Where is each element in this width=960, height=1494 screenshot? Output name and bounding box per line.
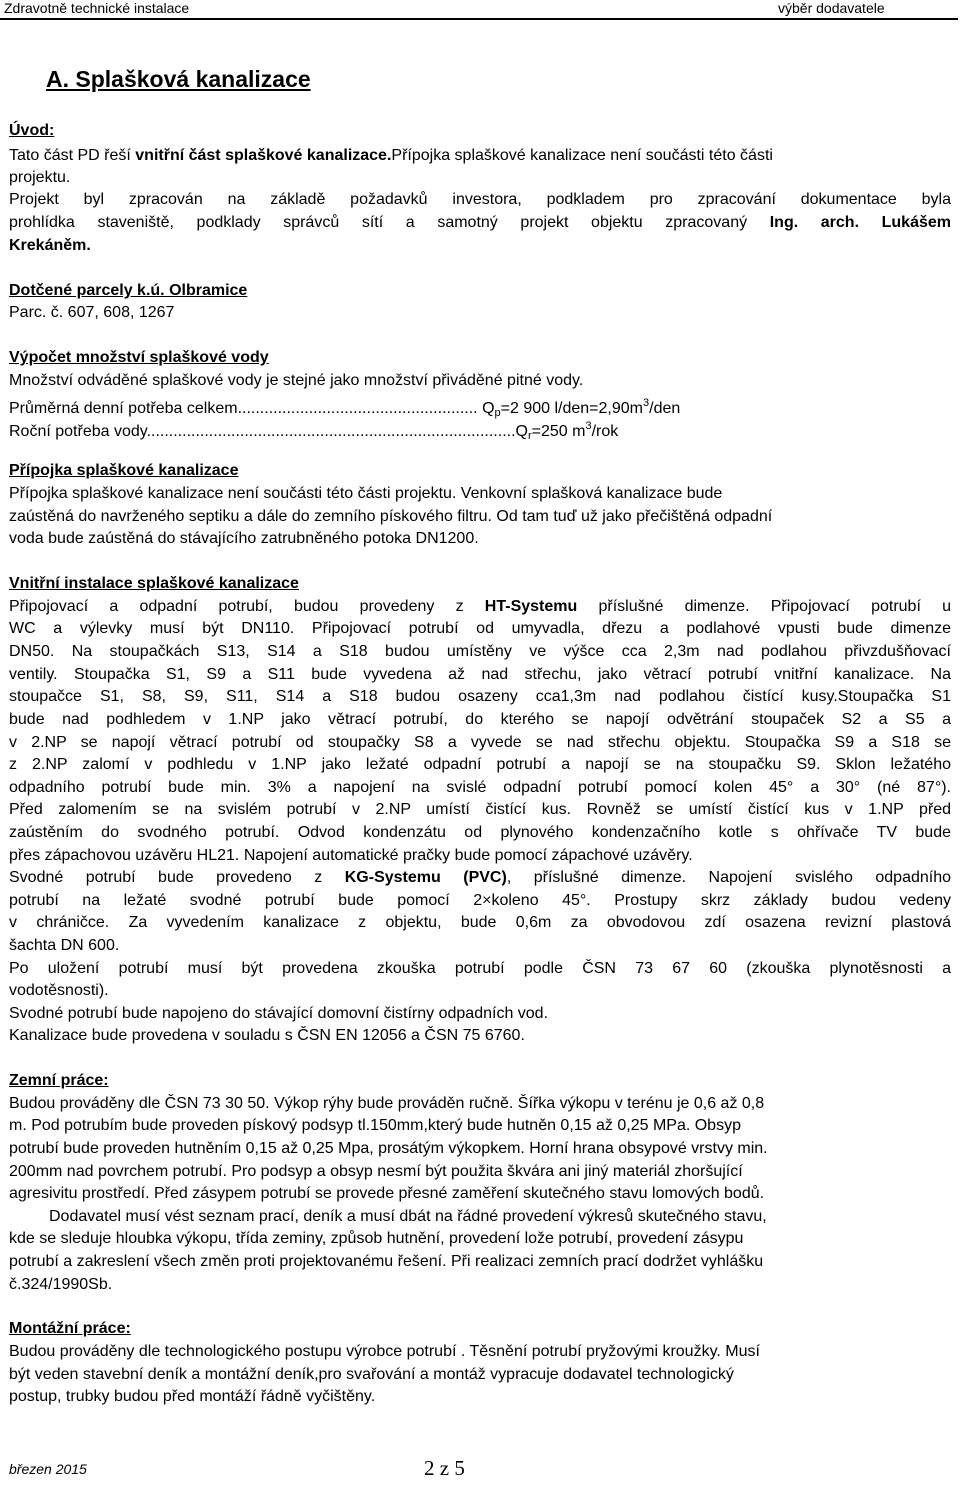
vnitrni-line-2: WC a výlevky musí být DN110. Připojovací potrubí od umyvadla, dřezu a podlahové vpusti bude dimenze (9, 620, 951, 637)
vnitrni-line-11: zaústěním do svodného potrubí. Odvod kondenzátu od plynového kondenzačního kotle s ohřívače TV bude (9, 824, 951, 841)
uvod-line-5: Krekáněm. (9, 237, 91, 254)
text-bold: KG-Systemu (PVC) (344, 869, 507, 886)
text: Svodné potrubí bude provedeno z (9, 869, 345, 886)
vnitrni-line-4: ventily. Stoupačka S1, S9 a S11 bude vyvedena až nad střechu, jako větrací potrubí vnitřní kanalizace. Na (9, 666, 951, 683)
montazni-line-1: Budou prováděny dle technologického postupu výrobce potrubí . Těsnění potrubí pryžovými kroužky. Musí (9, 1343, 760, 1360)
text: Průměrná denní potřeba celkem (9, 400, 238, 417)
vnitrni-line-18: vodotěsnosti). (9, 982, 109, 999)
vnitrni-line-10: Před zalomením se na svislém potrubí v 2.NP umístí čistící kus. Rovněž se umístí čistící kus v 1.NP před (9, 801, 951, 818)
pripojka-heading: Přípojka splaškové kanalizace (9, 462, 239, 479)
vnitrni-line-19: Svodné potrubí bude napojeno do stávající domovní čistírny odpadních vod. (9, 1005, 549, 1022)
vnitrni-heading: Vnitřní instalace splaškové kanalizace (9, 575, 299, 592)
subscript: r (527, 430, 532, 442)
vypocet-line-3 (9, 416, 618, 446)
text-bold: HT-Systemu (484, 598, 578, 615)
zemni-heading: Zemní práce: (9, 1072, 109, 1089)
footer-date: březen 2015 (9, 1461, 87, 1477)
header-right: výběr dodavatele (778, 0, 885, 16)
leader-dots: ................................................................................... (146, 423, 516, 440)
zemni-line-8: potrubí a zakreslení všech změn proti projektovanému řešení. Při realizaci zemních prací dodržet vyhlášku (9, 1253, 764, 1270)
superscript: 3 (585, 420, 592, 432)
pripojka-line-2: zaústěná do navrženého septiku a dále do zemního pískového filtru. Od tam tuď už jako přečištěná odpadní (9, 508, 773, 525)
text-bold: Ing. arch. Lukášem (769, 214, 952, 231)
uvod-line-2: projektu. (9, 169, 71, 186)
value: =250 m (531, 423, 586, 440)
zemni-line-7: kde se sleduje hloubka výkopu, třída zeminy, způsob hutnění, provedení lože potrubí, provedení zásypu (9, 1230, 744, 1247)
vnitrni-line-6: bude nad podhledem v 1.NP jako větrací potrubí, do kterého se napojí odvětrání stoupaček S2 a S5 a (9, 711, 951, 728)
zemni-line-3: potrubí bude proveden hutněním 0,15 až 0,25 Mpa, prosátým výkopkem. Horní hrana obsypové vrstvy min. (9, 1140, 768, 1157)
vnitrni-line-8: z 2.NP zalomí v podhledu v 1.NP jako ležaté odpadní potrubí a napojí se na stoupačku S9. Sklon ležatého (9, 756, 951, 773)
vnitrni-line-20: Kanalizace bude provedena v souladu s ČSN EN 12056 a ČSN 75 6760. (9, 1027, 525, 1044)
unit: /den (649, 400, 681, 417)
text: příslušné dimenze. Připojovací potrubí u (577, 598, 951, 615)
montazni-line-2: být veden stavební deník a montážní deník,pro svařování a montáž vypracuje dodavatel technologický (9, 1366, 734, 1383)
header-left: Zdravotně technické instalace (4, 0, 190, 16)
uvod-line-4 (9, 213, 951, 233)
parcely-text: Parc. č. 607, 608, 1267 (9, 304, 175, 321)
text-bold: vnitřní část splaškové kanalizace. (135, 147, 392, 164)
zemni-line-1: Budou prováděny dle ČSN 73 30 50. Výkop rýhy bude prováděn ručně. Šířka výkopu v terénu je 0,6 až 0,8 (9, 1095, 765, 1112)
vnitrni-line-9: odpadního potrubí bude min. 3% a napojení na svislé odpadní potrubí pomocí kolen 45° a 30° (né 87°). (9, 779, 951, 796)
zemni-line-5: agresivitu prostředí. Před zásypem potrubí se provede přesné zaměření skutečného stavu lomových bodů. (9, 1185, 765, 1202)
text: Q (482, 400, 495, 417)
uvod-line-3: Projekt byl zpracován na základě požadavků investora, podkladem pro zpracování dokumentace byla (9, 191, 951, 208)
section-title: A. Splašková kanalizace (46, 66, 311, 92)
text: Tato část PD řeší (9, 147, 136, 164)
vnitrni-line-1 (9, 597, 951, 617)
unit: /rok (591, 423, 619, 440)
parcely-heading: Dotčené parcely k.ú. Olbramice (9, 282, 248, 299)
vnitrni-line-15: v chráničce. Za vyvedením kanalizace z objektu, bude 0,6m za obvodovou zdí osazena revizní plastová (9, 914, 951, 931)
footer-page-number: 2 z 5 (424, 1456, 465, 1480)
uvod-line-1 (9, 146, 773, 166)
text: Připojovací a odpadní potrubí, budou provedeny z (9, 598, 485, 615)
vnitrni-line-14: potrubí na ležaté svodné potrubí bude pomocí 2×koleno 45°. Prostupy skrz základy budou vedeny (9, 892, 951, 909)
vypocet-line-1: Množství odváděné splaškové vody je stejné jako množství přiváděné pitné vody. (9, 372, 584, 389)
text: , příslušné dimenze. Napojení svislého odpadního (506, 869, 952, 886)
pripojka-line-1: Přípojka splaškové kanalizace není součásti této části projektu. Venkovní splašková kanalizace bude (9, 485, 723, 502)
value: =2 900 l/den=2,90m (500, 400, 643, 417)
vnitrni-line-16: šachta DN 600. (9, 937, 120, 954)
subscript: p (494, 407, 501, 419)
zemni-line-4: 200mm nad povrchem potrubí. Pro podsyp a obsyp nesmí být použita škvára ani jiný materiál zhoršující (9, 1163, 743, 1180)
montazni-heading: Montážní práce: (9, 1320, 131, 1337)
pripojka-line-3: voda bude zaústěná do stávajícího zatrubněného potoka DN1200. (9, 530, 479, 547)
text: Přípojka splaškové kanalizace není součásti této části (391, 147, 773, 164)
leader-dots: ...................................................... (237, 400, 483, 417)
text: prohlídka staveniště, podklady správců sítí a samotný projekt objektu zpracovaný (9, 214, 770, 231)
vnitrni-line-13 (9, 868, 951, 888)
vnitrni-line-12: přes zápachovou uzávěru HL21. Napojení automatické pračky bude pomocí zápachové uzávěry. (9, 847, 693, 864)
page-header (0, 0, 960, 17)
vnitrni-line-3: DN50. Na stoupačkách S13, S14 a S18 budou umístěny ve výšce cca 2,3m nad podlahou přivzdušňovací (9, 643, 951, 660)
vnitrni-line-17: Po uložení potrubí musí být provedena zkouška potrubí podle ČSN 73 67 60 (zkouška plynotěsnosti a (9, 960, 951, 977)
vypocet-heading: Výpočet množství splaškové vody (9, 349, 269, 366)
zemni-line-6: Dodavatel musí vést seznam prací, deník a musí dbát na řádné provedení výkresů skutečného stavu, (49, 1208, 767, 1225)
text: Q (515, 423, 528, 440)
montazni-line-3: postup, trubky budou před montáží řádně vyčištěny. (9, 1388, 376, 1405)
header-rule (0, 18, 958, 20)
vnitrni-line-7: v 2.NP se napojí větrací potrubí od stoupačky S8 a vyvede se nad střechu objektu. Stoupačka S9 a S18 se (9, 734, 951, 751)
zemni-line-2: m. Pod potrubím bude proveden pískový podsyp tl.150mm,který bude hutněn 0,15 až 0,25 MPa. Obsyp (9, 1117, 741, 1134)
text: Roční potřeba vody (9, 423, 147, 440)
superscript: 3 (643, 397, 650, 409)
uvod-heading: Úvod: (9, 122, 55, 139)
zemni-line-9: č.324/1990Sb. (9, 1276, 113, 1293)
vnitrni-line-5: stoupačce S1, S8, S9, S11, S14 a S18 budou osazeny cca1,3m nad podlahou čistící kusy.Stoupačka S1 (9, 688, 951, 705)
